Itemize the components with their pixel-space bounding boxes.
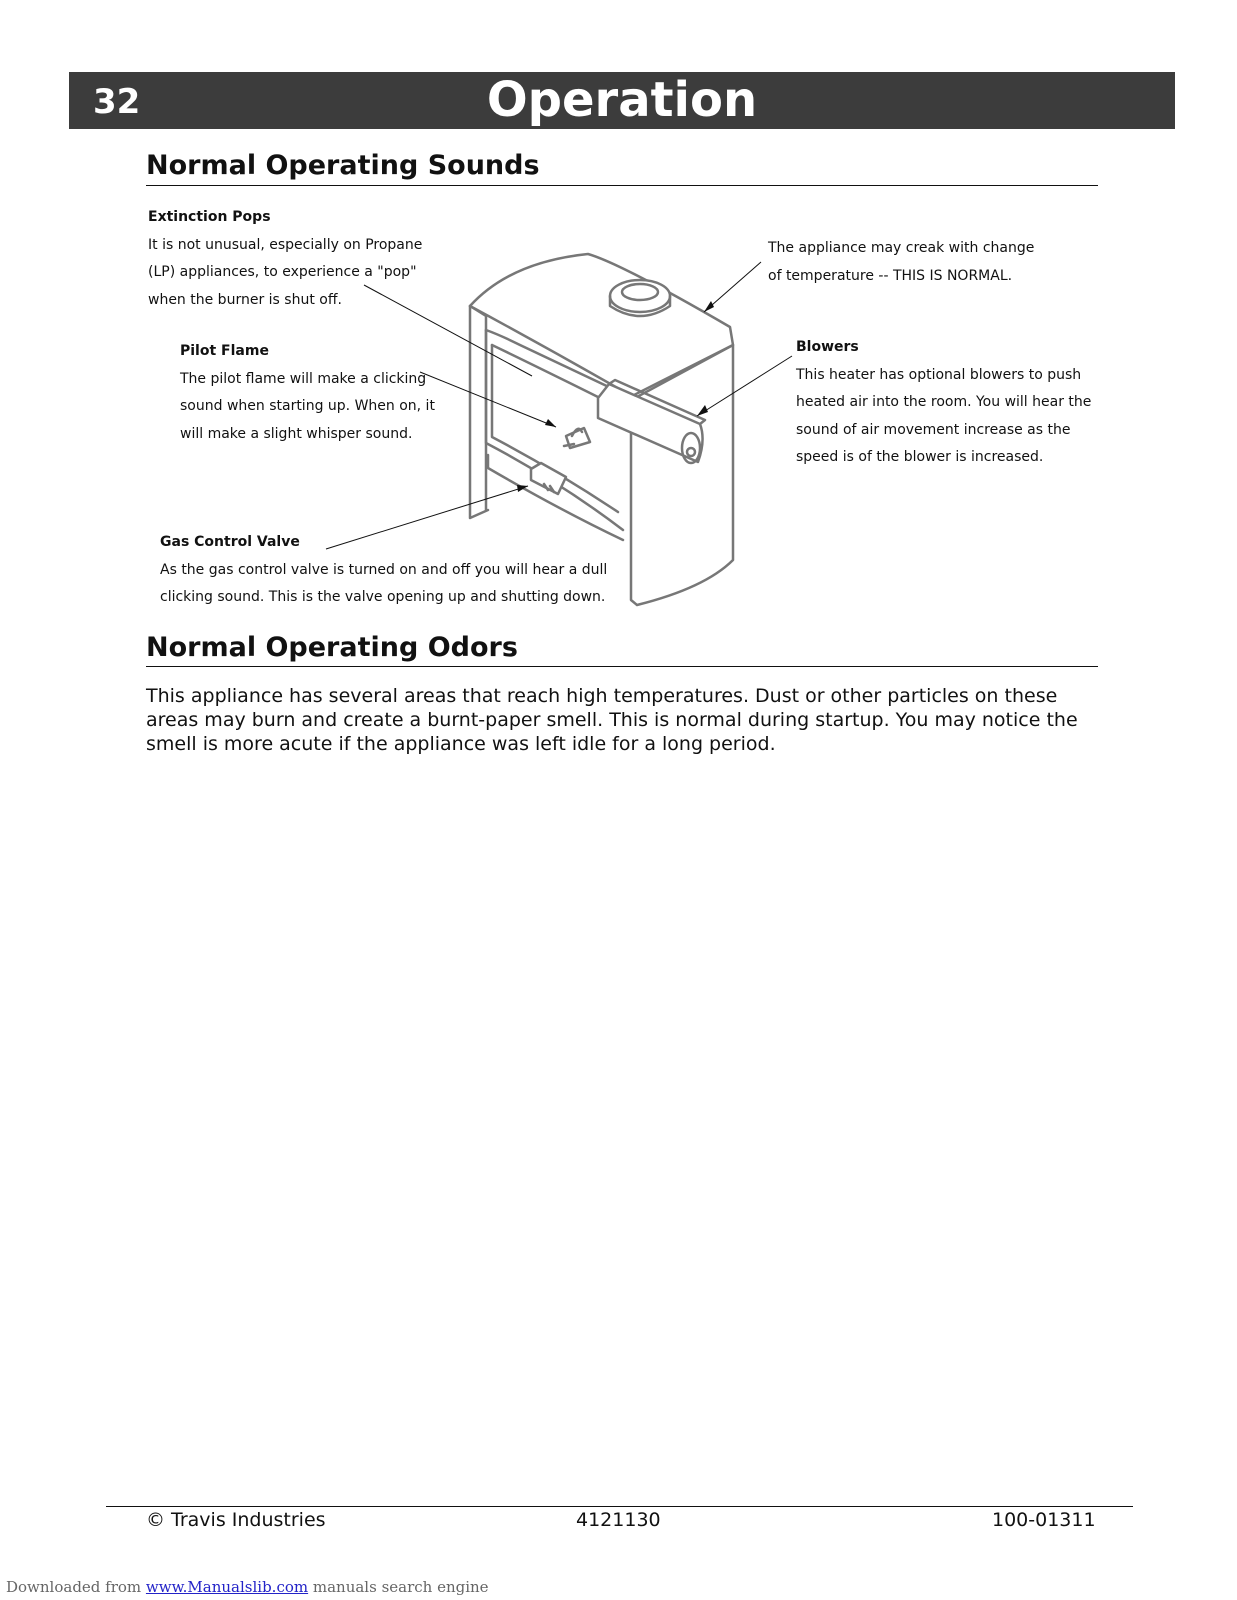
callout-line: As the gas control valve is turned on and off you will hear a dull [160,561,608,578]
page-number: 32 [93,82,141,122]
callout-heading: Gas Control Valve [160,534,300,550]
callout-gas-control-valve [160,529,607,612]
download-prefix: Downloaded from [6,1578,146,1596]
leader-pilot [420,372,556,427]
callout-line: The appliance may creak with change [768,240,1035,256]
callout-line: speed is of the blower is increased. [796,449,1044,465]
callout-line: will make a slight whisper sound. [180,425,413,442]
callout-blowers [796,334,1091,472]
callout-heading: Blowers [796,339,859,355]
download-suffix: manuals search engine [308,1578,489,1596]
footer-doc-number: 4121130 [576,1509,661,1531]
callout-heading: Pilot Flame [180,343,269,359]
callout-line: when the burner is shut off. [148,291,342,308]
stove-side [630,345,733,605]
page-title: Operation [486,72,758,128]
callout-heading: Extinction Pops [148,209,271,225]
callout-extinction-pops [148,204,422,314]
callout-line: sound when starting up. When on, it [180,398,435,414]
footer-part-number: 100-01311 [992,1509,1096,1531]
download-notice [6,1578,489,1596]
callout-line: This heater has optional blowers to push [796,366,1082,383]
stove-top [470,254,733,398]
callout-line: The pilot flame will make a clicking [180,370,427,387]
section-title-sounds: Normal Operating Sounds [146,150,540,181]
footer-copyright: © Travis Industries [146,1509,326,1531]
leader-blowers [697,356,792,416]
footer-rule [106,1506,1133,1507]
callout-line: sound of air movement increase as the [796,421,1071,438]
section-rule [146,666,1098,667]
manualslib-link[interactable]: www.Manualslib.com [145,1578,309,1596]
callout-line: clicking sound. This is the valve opening up and shutting down. [160,589,606,605]
callout-creak [768,235,1034,290]
odors-paragraph: This appliance has several areas that reach high temperatures. Dust or other particles on these areas may burn and create a burnt-paper smell. This is normal during startup. You may notice the smell is more acute if the appliance was left idle for a long period. [146,685,1078,755]
callout-line: (LP) appliances, to experience a "pop" [148,264,417,280]
callout-line: heated air into the room. You will hear the [796,394,1092,410]
callout-line: It is not unusual, especially on Propane [148,236,423,253]
section-title-odors: Normal Operating Odors [146,632,518,663]
callout-pilot-flame [180,338,435,448]
callout-line: of temperature -- THIS IS NORMAL. [768,267,1013,284]
